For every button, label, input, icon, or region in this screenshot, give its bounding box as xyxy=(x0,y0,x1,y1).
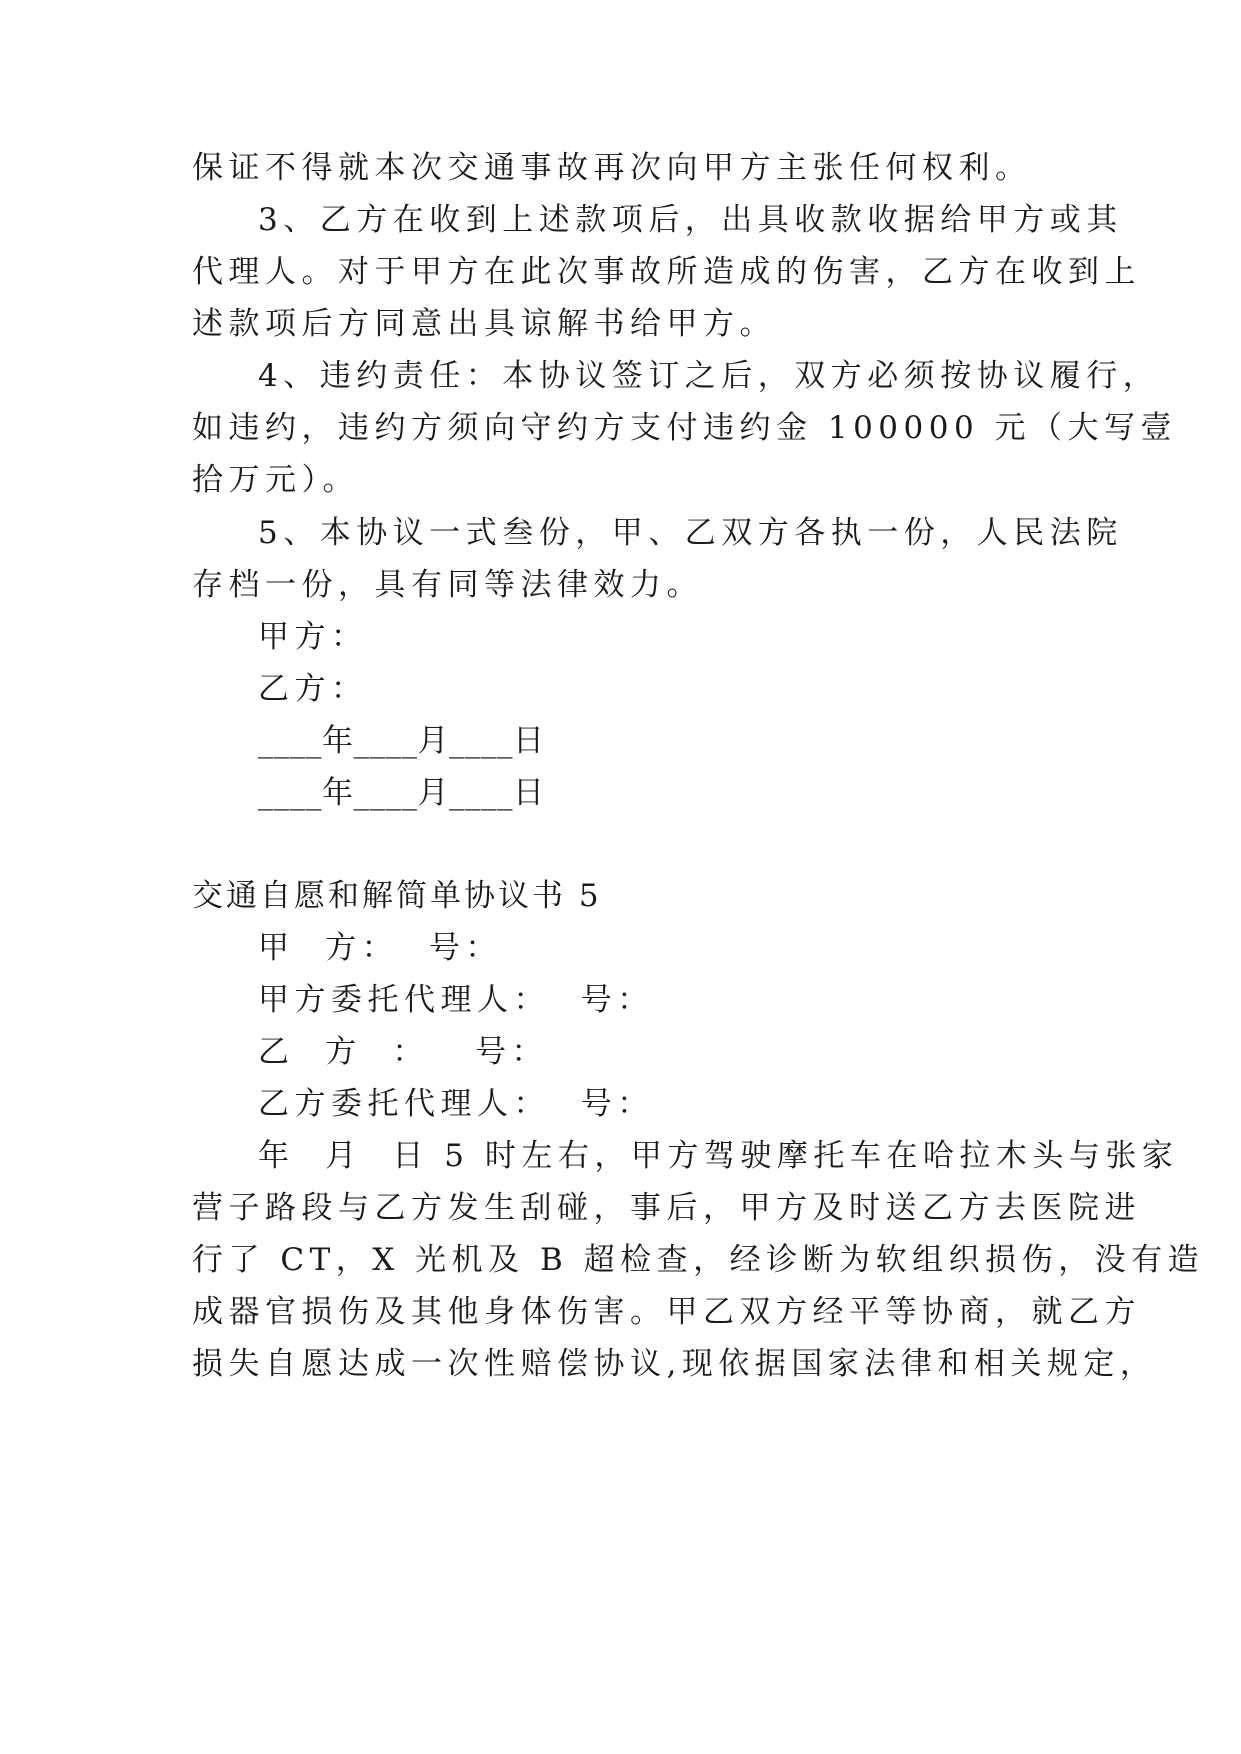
clause-3-line-1: 3、乙方在收到上述款项后，出具收款收据给甲方或其 xyxy=(258,202,1123,238)
facts-line-3: 行了 CT，X 光机及 B 超检查，经诊断为软组织损伤，没有造 xyxy=(192,1242,1205,1278)
clause-4-line-2: 如违约，违约方须向守约方支付违约金 100000 元（大写壹 xyxy=(192,410,1178,446)
clause-3-line-3: 述款项后方同意出具谅解书给甲方。 xyxy=(192,306,776,342)
clause-4-line-3: 拾万元）。 xyxy=(192,462,359,498)
party-a-line: 甲 方： 号： xyxy=(258,930,502,966)
clause-5-line-1: 5、本协议一式叁份，甲、乙双方各执一份，人民法院 xyxy=(258,515,1123,551)
continuation-line: 保证不得就本次交通事故再次向甲方主张任何权利。 xyxy=(192,150,1032,186)
party-b-line: 乙 方 ： 号： xyxy=(258,1034,548,1070)
clause-5-line-2: 存档一份，具有同等法律效力。 xyxy=(192,567,703,603)
signature-date-1: ____年____月____日 xyxy=(258,723,545,759)
clause-4-line-1: 4、违约责任：本协议签订之后，双方必须按协议履行， xyxy=(258,358,1160,394)
document-page xyxy=(192,0,1205,1754)
section-title: 交通自愿和解简单协议书 5 xyxy=(192,878,602,914)
facts-line-5: 损失自愿达成一次性赔偿协议,现依据国家法律和相关规定， xyxy=(192,1346,1157,1382)
party-a-agent-line: 甲方委托代理人： 号： xyxy=(258,982,654,1018)
facts-line-2: 营子路段与乙方发生刮碰，事后，甲方及时送乙方去医院进 xyxy=(192,1190,1141,1226)
party-b-agent-line: 乙方委托代理人： 号： xyxy=(258,1086,654,1122)
facts-line-1: 年 月 日 5 时左右，甲方驾驶摩托车在哈拉木头与张家 xyxy=(258,1138,1179,1174)
signature-date-2: ____年____月____日 xyxy=(258,775,545,811)
facts-line-4: 成器官损伤及其他身体伤害。甲乙双方经平等协商，就乙方 xyxy=(192,1294,1141,1330)
signature-party-b: 乙方： xyxy=(258,671,368,707)
clause-3-line-2: 代理人。对于甲方在此次事故所造成的伤害，乙方在收到上 xyxy=(192,254,1141,290)
signature-party-a: 甲方： xyxy=(258,619,368,655)
